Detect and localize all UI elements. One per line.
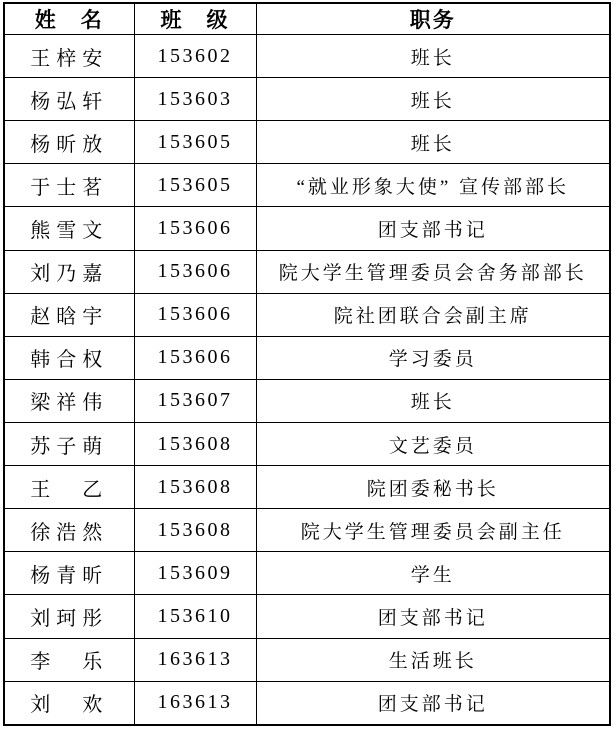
table-row	[4, 638, 610, 681]
cell-position: 团支部书记	[256, 681, 610, 725]
header-cell-name: 姓 名	[4, 3, 134, 35]
cell-class: 153608	[134, 509, 256, 552]
cell-name: 刘乃嘉	[4, 250, 134, 293]
cell-name: 杨弘轩	[4, 78, 134, 121]
cell-class: 153606	[134, 250, 256, 293]
cell-class: 153607	[134, 379, 256, 422]
cell-name: 徐浩然	[4, 509, 134, 552]
cell-position: 院大学生管理委员会副主任	[256, 509, 610, 552]
table-row	[4, 336, 610, 379]
table-body	[4, 35, 610, 726]
cell-class: 153605	[134, 121, 256, 164]
table-row	[4, 466, 610, 509]
cell-position: 院团委秘书长	[256, 466, 610, 509]
table-header-row	[4, 3, 610, 35]
table-row	[4, 35, 610, 78]
cell-name: 梁祥伟	[4, 379, 134, 422]
roster-table	[3, 2, 611, 726]
cell-name: 王梓安	[4, 35, 134, 78]
table-row	[4, 422, 610, 465]
table-row	[4, 78, 610, 121]
cell-name: 于士茗	[4, 164, 134, 207]
cell-position: 团支部书记	[256, 207, 610, 250]
cell-position: 院社团联合会副主席	[256, 293, 610, 336]
table-row	[4, 595, 610, 638]
table-row	[4, 121, 610, 164]
cell-name: 杨青昕	[4, 552, 134, 595]
cell-name: 苏子萌	[4, 422, 134, 465]
cell-position: “就业形象大使” 宣传部部长	[256, 164, 610, 207]
table-row	[4, 250, 610, 293]
cell-position: 班长	[256, 78, 610, 121]
table-row	[4, 207, 610, 250]
cell-position: 班长	[256, 379, 610, 422]
cell-class: 153608	[134, 466, 256, 509]
cell-class: 153606	[134, 293, 256, 336]
cell-name: 刘珂彤	[4, 595, 134, 638]
cell-name: 王 乙	[4, 466, 134, 509]
cell-class: 153606	[134, 336, 256, 379]
cell-name: 赵晗宇	[4, 293, 134, 336]
cell-position: 班长	[256, 35, 610, 78]
cell-position: 学习委员	[256, 336, 610, 379]
cell-position: 文艺委员	[256, 422, 610, 465]
cell-class: 163613	[134, 638, 256, 681]
header-cell-class: 班 级	[134, 3, 256, 35]
table-row	[4, 379, 610, 422]
cell-position: 团支部书记	[256, 595, 610, 638]
cell-class: 163613	[134, 681, 256, 725]
header-cell-position: 职务	[256, 3, 610, 35]
cell-name: 李 乐	[4, 638, 134, 681]
cell-position: 院大学生管理委员会舍务部部长	[256, 250, 610, 293]
table-row	[4, 509, 610, 552]
cell-class: 153603	[134, 78, 256, 121]
cell-name: 刘 欢	[4, 681, 134, 725]
cell-position: 班长	[256, 121, 610, 164]
cell-class: 153608	[134, 422, 256, 465]
cell-class: 153605	[134, 164, 256, 207]
table-row	[4, 681, 610, 725]
table-row	[4, 293, 610, 336]
cell-class: 153606	[134, 207, 256, 250]
cell-class: 153602	[134, 35, 256, 78]
cell-position: 学生	[256, 552, 610, 595]
cell-position: 生活班长	[256, 638, 610, 681]
cell-name: 韩合权	[4, 336, 134, 379]
cell-class: 153609	[134, 552, 256, 595]
table-row	[4, 552, 610, 595]
cell-name: 杨昕放	[4, 121, 134, 164]
table-row	[4, 164, 610, 207]
cell-name: 熊雪文	[4, 207, 134, 250]
cell-class: 153610	[134, 595, 256, 638]
